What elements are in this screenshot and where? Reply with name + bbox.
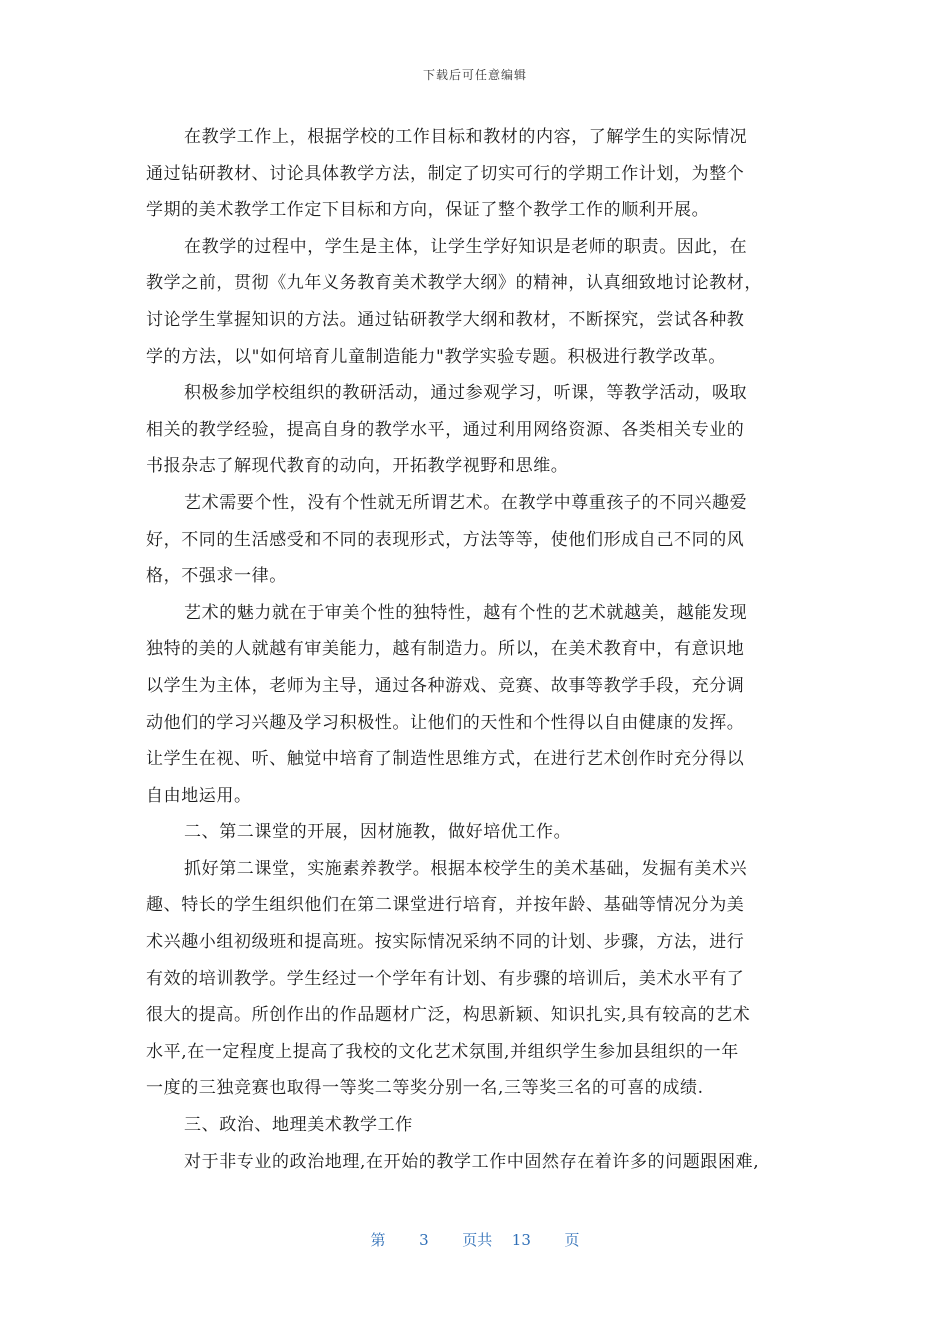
- text-line: 动他们的学习兴趣及学习积极性。让他们的天性和个性得以自由健康的发挥。: [146, 712, 745, 733]
- text-line: 一度的三独竞赛也取得一等奖二等奖分别一名,三等奖三名的可喜的成绩.: [146, 1078, 704, 1099]
- text-line: 学的方法，以"如何培育儿童制造能力"教学实验专题。积极进行教学改革。: [146, 346, 727, 367]
- text-line: 在教学的过程中，学生是主体，让学生学好知识是老师的职责。因此，在: [184, 236, 748, 257]
- footer-label-ye: 页: [564, 1231, 580, 1249]
- total-pages-number: 13: [511, 1231, 531, 1249]
- text-line: 讨论学生掌握知识的方法。通过钻研教学大纲和教材，不断探究，尝试各种教: [146, 309, 745, 330]
- section-heading: 三、政治、地理美术教学工作: [184, 1115, 413, 1136]
- text-line: 让学生在视、听、触觉中培育了制造性思维方式，在进行艺术创作时充分得以: [146, 749, 745, 770]
- text-line: 在教学工作上，根据学校的工作目标和教材的内容，了解学生的实际情况: [184, 127, 748, 147]
- text-line: 积极参加学校组织的教研活动，通过参观学习，听课，等教学活动，吸取: [184, 383, 748, 404]
- footer-label-ye-gong: 页共: [462, 1231, 493, 1249]
- text-line: 有效的培训教学。学生经过一个学年有计划、有步骤的培训后，美术水平有了: [146, 968, 745, 989]
- text-line: 自由地运用。: [146, 785, 252, 806]
- text-line: 好，不同的生活感受和不同的表现形式，方法等等，使他们形成自己不同的风: [146, 529, 745, 550]
- text-line: 术兴趣小组初级班和提高班。按实际情况采纳不同的计划、步骤，方法，进行: [146, 932, 745, 953]
- text-line: 教学之前，贯彻《九年义务教育美术教学大纲》的精神，认真细致地讨论教材，: [146, 273, 762, 294]
- document-body: [146, 119, 816, 1180]
- text-line: 艺术需要个性，没有个性就无所谓艺术。在教学中尊重孩子的不同兴趣爱: [184, 492, 748, 513]
- section-heading: 二、第二课堂的开展，因材施教，做好培优工作。: [184, 822, 572, 843]
- text-line: 相关的教学经验，提高自身的教学水平，通过利用网络资源、各类相关专业的: [146, 419, 745, 440]
- footer-label-di: 第: [370, 1231, 386, 1249]
- text-line: 对于非专业的政治地理,在开始的教学工作中固然存在着许多的问题跟困难,: [184, 1151, 760, 1172]
- text-line: 以学生为主体，老师为主导，通过各种游戏、竞赛、故事等教学手段，充分调: [146, 675, 745, 696]
- text-line: 书报杂志了解现代教育的动向，开拓教学视野和思维。: [146, 456, 569, 477]
- text-line: 通过钻研教材、讨论具体教学方法，制定了切实可行的学期工作计划，为整个: [146, 163, 745, 184]
- text-line: 格，不强求一律。: [146, 566, 287, 587]
- text-line: 很大的提高。所创作出的作品题材广泛，构思新颖、知识扎实,具有较高的艺术: [146, 1005, 751, 1026]
- text-line: 艺术的魅力就在于审美个性的独特性，越有个性的艺术就越美，越能发现: [184, 602, 748, 623]
- text-line: 抓好第二课堂，实施素养教学。根据本校学生的美术基础，发掘有美术兴: [184, 858, 748, 879]
- page-header: 下载后可任意编辑: [422, 68, 527, 82]
- text-line: 趣、特长的学生组织他们在第二课堂进行培育，并按年龄、基础等情况分为美: [146, 895, 745, 916]
- page-footer: [0, 1229, 950, 1250]
- current-page-number: 3: [419, 1231, 429, 1249]
- text-line: 学期的美术教学工作定下目标和方向，保证了整个教学工作的顺利开展。: [146, 200, 710, 221]
- text-line: 独特的美的人就越有审美能力，越有制造力。所以，在美术教育中，有意识地: [146, 639, 745, 660]
- text-line: 水平,在一定程度上提高了我校的文化艺术氛围,并组织学生参加县组织的一年: [146, 1041, 739, 1062]
